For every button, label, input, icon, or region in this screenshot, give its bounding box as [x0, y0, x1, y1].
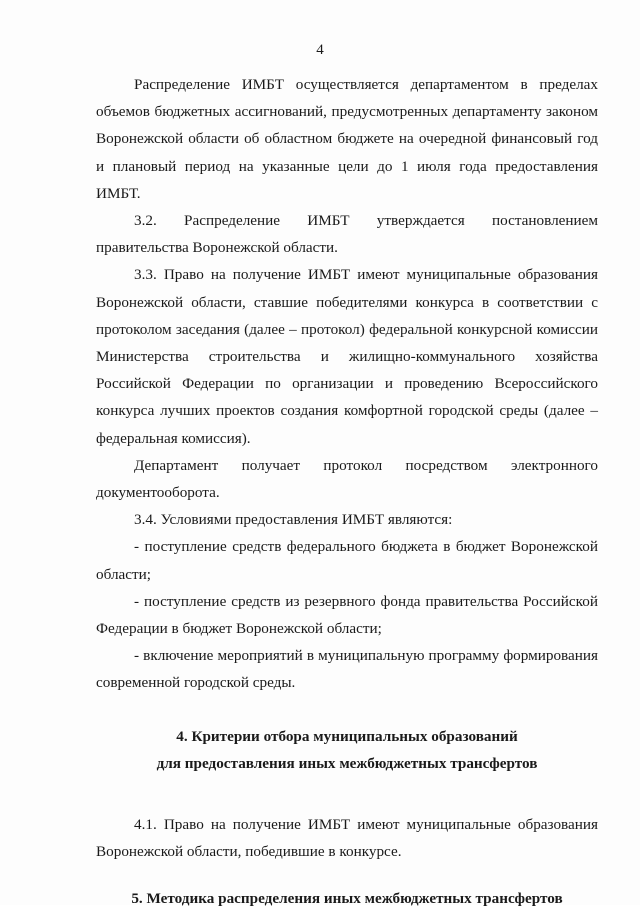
document-body	[96, 71, 598, 913]
paragraph-4-1: 4.1. Право на получение ИМБТ имеют муниципальные образования Воронежской области, победившие в конкурсе.	[96, 816, 598, 861]
section-4-heading-line1: 4. Критерии отбора муниципальных образований	[176, 727, 518, 745]
paragraph-distribution: Распределение ИМБТ осуществляется департаментом в пределах объемов бюджетных ассигнований, предусмотренных департаменту законом Воронежской области об областном бюджете на очередной финансовый год и плановый период на указанные цели до 1 июля года предоставления ИМБТ.	[96, 76, 598, 202]
paragraph-3-4: 3.4. Условиями предоставления ИМБТ являются:	[134, 511, 453, 529]
list-item-municipal-program: - включение мероприятий в муниципальную программу формирования современной городской среды.	[96, 647, 598, 692]
section-4-heading-line2: для предоставления иных межбюджетных трансфертов	[156, 754, 538, 772]
list-item-reserve-fund: - поступление средств из резервного фонда правительства Российской Федерации в бюджет Воронежской области;	[96, 592, 598, 638]
paragraph-3-3: 3.3. Право на получение ИМБТ имеют муниципальные образования Воронежской области, ставшие победителями конкурса в соответствии с протоколом заседания (далее – протокол) федеральной конкурсной комиссии Министерства строительства и жилищно-коммунального хозяйства Российской Федерации по организации и проведению Всероссийского конкурса лучших проектов создания комфортной городской среды (далее – федеральная комиссия).	[96, 266, 598, 447]
paragraph-department-protocol: Департамент получает протокол посредством электронного документооборота.	[96, 456, 598, 502]
section-5-heading: 5. Методика распределения иных межбюджетных трансфертов	[131, 890, 563, 908]
paragraph-3-2: 3.2. Распределение ИМБТ утверждается постановлением правительства Воронежской области.	[96, 212, 598, 257]
list-item-federal-budget: - поступление средств федерального бюджета в бюджет Воронежской области;	[96, 538, 598, 583]
page-number: 4	[316, 42, 324, 58]
